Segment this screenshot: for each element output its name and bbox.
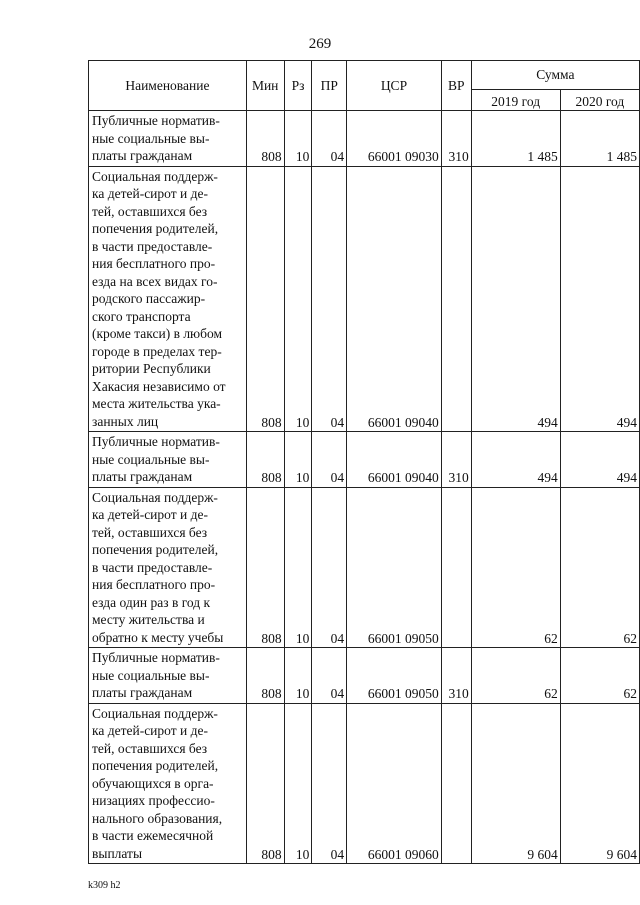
row-vr: 310 bbox=[441, 432, 471, 488]
column-header-2020: 2020 год bbox=[560, 90, 639, 111]
page-number: 269 bbox=[308, 36, 332, 52]
table-row bbox=[89, 432, 640, 488]
row-csr: 66001 09060 bbox=[347, 703, 442, 864]
row-min: 808 bbox=[246, 166, 284, 432]
row-name: Публичные норматив- ные социальные вы- платы гражданам bbox=[89, 432, 247, 488]
budget-table bbox=[88, 60, 640, 864]
row-pr: 04 bbox=[312, 703, 347, 864]
column-header-2019: 2019 год bbox=[471, 90, 560, 111]
row-name: Социальная поддерж- ка детей-сирот и де- тей, оставшихся без попечения родителей, в части предоставле- ния бесплатного про- езда один раз в год к месту жительства и обратно к месту учебы bbox=[89, 487, 247, 648]
row-rz: 10 bbox=[284, 166, 312, 432]
row-amount-2020: 1 485 bbox=[560, 111, 639, 167]
row-min: 808 bbox=[246, 648, 284, 704]
row-vr bbox=[441, 166, 471, 432]
column-header-sum: Сумма bbox=[471, 61, 639, 90]
row-pr: 04 bbox=[312, 648, 347, 704]
row-amount-2019: 1 485 bbox=[471, 111, 560, 167]
row-amount-2020: 494 bbox=[560, 166, 639, 432]
row-pr: 04 bbox=[312, 111, 347, 167]
row-vr: 310 bbox=[441, 648, 471, 704]
row-pr: 04 bbox=[312, 487, 347, 648]
row-rz: 10 bbox=[284, 487, 312, 648]
row-min: 808 bbox=[246, 432, 284, 488]
column-header-csr: ЦСР bbox=[347, 61, 442, 111]
row-pr: 04 bbox=[312, 166, 347, 432]
table-row bbox=[89, 648, 640, 704]
row-amount-2020: 494 bbox=[560, 432, 639, 488]
row-name: Публичные норматив- ные социальные вы- платы гражданам bbox=[89, 648, 247, 704]
row-min: 808 bbox=[246, 111, 284, 167]
table-row bbox=[89, 487, 640, 648]
row-name: Социальная поддерж- ка детей-сирот и де- тей, оставшихся без попечения родителей, в части предоставле- ния бесплатного про- езда на всех видах го- родского пассажир- ского транспорта (кроме такси) в любом городе в пределах тер- ритории Республики Хакасия независимо от места жительства ука- занных лиц bbox=[89, 166, 247, 432]
row-rz: 10 bbox=[284, 432, 312, 488]
row-name: Социальная поддерж- ка детей-сирот и де- тей, оставшихся без попечения родителей, обучающихся в орга- низациях профессио- нального образования, в части ежемесячной выплаты bbox=[89, 703, 247, 864]
row-csr: 66001 09040 bbox=[347, 166, 442, 432]
row-amount-2019: 62 bbox=[471, 487, 560, 648]
table-row bbox=[89, 166, 640, 432]
row-csr: 66001 09040 bbox=[347, 432, 442, 488]
row-amount-2019: 62 bbox=[471, 648, 560, 704]
column-header-min: Мин bbox=[246, 61, 284, 111]
row-min: 808 bbox=[246, 703, 284, 864]
row-vr bbox=[441, 487, 471, 648]
column-header-rz: Рз bbox=[284, 61, 312, 111]
column-header-vr: ВР bbox=[441, 61, 471, 111]
row-name: Публичные норматив- ные социальные вы- платы гражданам bbox=[89, 111, 247, 167]
row-csr: 66001 09050 bbox=[347, 648, 442, 704]
row-csr: 66001 09030 bbox=[347, 111, 442, 167]
row-amount-2019: 494 bbox=[471, 166, 560, 432]
row-vr bbox=[441, 703, 471, 864]
column-header-name: Наименование bbox=[89, 61, 247, 111]
row-amount-2020: 62 bbox=[560, 487, 639, 648]
row-amount-2020: 9 604 bbox=[560, 703, 639, 864]
row-amount-2019: 9 604 bbox=[471, 703, 560, 864]
row-rz: 10 bbox=[284, 703, 312, 864]
row-csr: 66001 09050 bbox=[347, 487, 442, 648]
row-rz: 10 bbox=[284, 648, 312, 704]
row-vr: 310 bbox=[441, 111, 471, 167]
column-header-pr: ПР bbox=[312, 61, 347, 111]
row-pr: 04 bbox=[312, 432, 347, 488]
table-row bbox=[89, 111, 640, 167]
row-amount-2020: 62 bbox=[560, 648, 639, 704]
row-rz: 10 bbox=[284, 111, 312, 167]
table-row bbox=[89, 703, 640, 864]
row-amount-2019: 494 bbox=[471, 432, 560, 488]
row-min: 808 bbox=[246, 487, 284, 648]
footer-code: k309 h2 bbox=[88, 880, 121, 891]
header-row bbox=[89, 61, 640, 90]
